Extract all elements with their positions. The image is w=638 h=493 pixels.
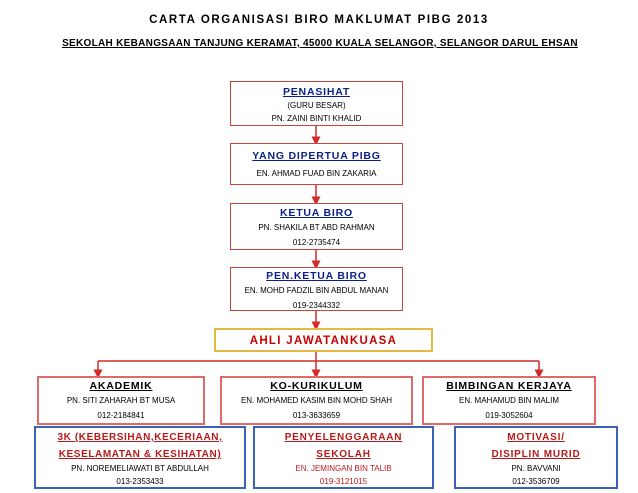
penasihat-title: PENASIHAT xyxy=(282,86,351,98)
motivasi-name: PN. BAVVANI xyxy=(511,464,561,473)
pen-ketua-biro-phone: 019-2344332 xyxy=(292,301,341,310)
yang-dipertua-name: EN. AHMAD FUAD BIN ZAKARIA xyxy=(256,169,377,178)
penyelenggaraan-box xyxy=(253,426,434,489)
penasihat-role: (GURU BESAR) xyxy=(287,101,346,110)
motivasi-title-line2: DISIPLIN MURID xyxy=(491,449,581,460)
motivasi-box xyxy=(454,426,618,489)
ketua-biro-box xyxy=(230,203,403,250)
kokurikulum-title: KO-KURIKULUM xyxy=(270,380,363,392)
bimbingan-kerjaya-title: BIMBINGAN KERJAYA xyxy=(446,380,572,392)
motivasi-title-line1: MOTIVASI/ xyxy=(507,432,565,443)
akademik-phone: 012-2184841 xyxy=(97,411,145,420)
ketua-biro-title: KETUA BIRO xyxy=(280,207,353,219)
tiga-k-phone: 013-2353433 xyxy=(116,477,164,486)
chart-title: CARTA ORGANISASI BIRO MAKLUMAT PIBG 2013 xyxy=(149,14,489,26)
penyelenggaraan-phone: 019-3121015 xyxy=(319,477,368,486)
tiga-k-name: PN. NOREMELIAWATI BT ABDULLAH xyxy=(71,464,209,473)
penyelenggaraan-title-line1: PENYELENGGARAAN xyxy=(284,432,403,443)
akademik-box xyxy=(37,376,205,425)
tiga-k-title-line1: 3K (KEBERSIHAN,KECERIAAN, xyxy=(57,432,223,443)
yang-dipertua-box xyxy=(230,143,403,185)
motivasi-phone: 012-3536709 xyxy=(512,477,560,486)
bimbingan-kerjaya-name: EN. MAHAMUD BIN MALIM xyxy=(458,396,559,405)
penyelenggaraan-name: EN. JEMINGAN BIN TALIB xyxy=(295,464,392,473)
chart-subtitle: SEKOLAH KEBANGSAAN TANJUNG KERAMAT, 45000 KUALA SELANGOR, SELANGOR DARUL EHSAN xyxy=(62,38,578,49)
tiga-k-box xyxy=(34,426,246,489)
ketua-biro-phone: 012-2735474 xyxy=(292,238,341,247)
kokurikulum-phone: 013-3633659 xyxy=(292,411,341,420)
ahli-jawatankuasa-box xyxy=(214,328,433,352)
kokurikulum-box xyxy=(220,376,413,425)
bimbingan-kerjaya-box xyxy=(422,376,596,425)
akademik-name: PN. SITI ZAHARAH BT MUSA xyxy=(66,396,176,405)
pen-ketua-biro-name: EN. MOHD FADZIL BIN ABDUL MANAN xyxy=(244,286,389,295)
pen-ketua-biro-box xyxy=(230,267,403,311)
kokurikulum-name: EN. MOHAMED KASIM BIN MOHD SHAH xyxy=(240,396,393,405)
ketua-biro-name: PN. SHAKILA BT ABD RAHMAN xyxy=(258,223,375,232)
penyelenggaraan-title-line2: SEKOLAH xyxy=(316,449,371,460)
ahli-jawatankuasa-title: AHLI JAWATANKUASA xyxy=(249,335,398,347)
penasihat-name: PN. ZAINI BINTI KHALID xyxy=(271,114,362,123)
pen-ketua-biro-title: PEN.KETUA BIRO xyxy=(266,270,367,282)
akademik-title: AKADEMIK xyxy=(89,380,153,392)
bimbingan-kerjaya-phone: 019-3052604 xyxy=(485,411,533,420)
yang-dipertua-title: YANG DIPERTUA PIBG xyxy=(252,150,381,162)
tiga-k-title-line2: KESELAMATAN & KESIHATAN) xyxy=(58,449,222,460)
penasihat-box xyxy=(230,81,403,126)
